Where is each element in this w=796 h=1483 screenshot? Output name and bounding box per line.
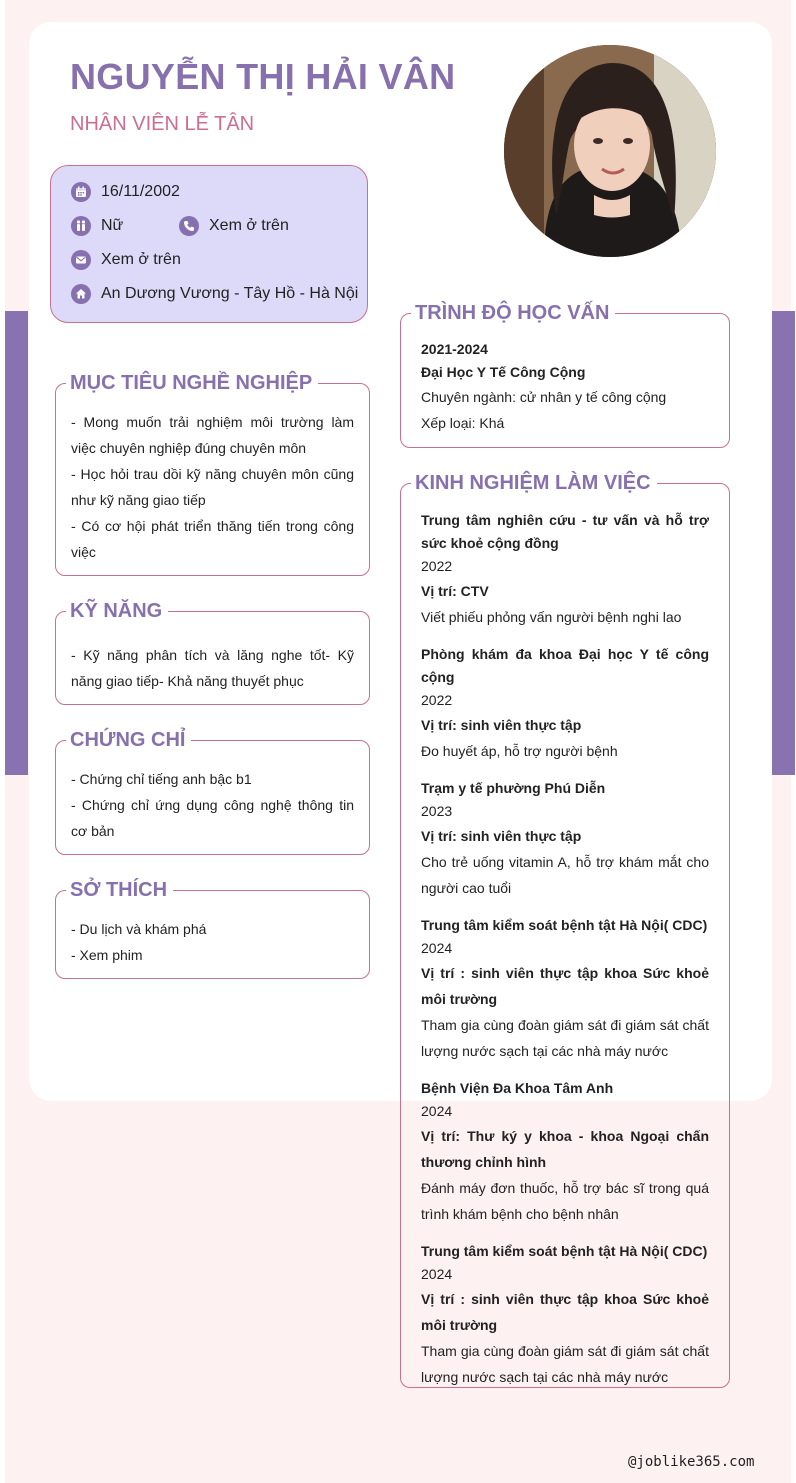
certificate-line: - Chứng chỉ ứng dụng công nghệ thông tin cơ bản bbox=[71, 797, 354, 839]
phone-value: Xem ở trên bbox=[209, 217, 289, 234]
birthdate-row bbox=[71, 182, 180, 202]
experience-title: KINH NGHIỆM LÀM VIỆC bbox=[411, 470, 657, 496]
skills-body: - Kỹ năng phân tích và lăng nghe tốt- Kỹ năng giao tiếp- Khả năng thuyết phục bbox=[71, 647, 354, 689]
email-row bbox=[71, 250, 181, 270]
experience-desc: Viết phiếu phỏng vấn người bệnh nghi lao bbox=[421, 609, 682, 625]
experience-item bbox=[421, 643, 709, 764]
experience-year: 2022 bbox=[421, 692, 453, 708]
education-years: 2021-2024 bbox=[421, 341, 488, 357]
gender-value: Nữ bbox=[101, 217, 124, 234]
address-row bbox=[71, 284, 358, 304]
experience-desc: Cho trẻ uống vitamin A, hỗ trợ khám mắt cho người cao tuổi bbox=[421, 854, 709, 896]
hobbies-body bbox=[71, 916, 354, 968]
experience-item bbox=[421, 1240, 709, 1390]
footer-watermark: @joblike365.com bbox=[628, 1454, 755, 1470]
experience-desc: Đo huyết áp, hỗ trợ người bệnh bbox=[421, 743, 618, 759]
experience-item bbox=[421, 914, 709, 1064]
education-section bbox=[400, 302, 730, 448]
candidate-name: NGUYỄN THỊ HẢI VÂN bbox=[70, 56, 456, 97]
left-accent-stripe bbox=[5, 311, 28, 775]
education-school: Đại Học Y Tế Công Cộng bbox=[421, 364, 586, 380]
career-goal-line: - Mong muốn trải nghiệm môi trường làm việc chuyên nghiệp đúng chuyên môn bbox=[71, 414, 354, 456]
career-goal-line: - Học hỏi trau dồi kỹ năng chuyên môn cũng như kỹ năng giao tiếp bbox=[71, 466, 354, 508]
contact-info-box bbox=[50, 165, 368, 323]
email-icon bbox=[71, 250, 91, 270]
experience-body bbox=[421, 509, 709, 1403]
experience-position: Vị trí: sinh viên thực tập bbox=[421, 717, 582, 733]
certificates-section bbox=[55, 729, 370, 855]
hobby-line: - Xem phim bbox=[71, 947, 143, 963]
certificate-line: - Chứng chỉ tiếng anh bậc b1 bbox=[71, 771, 252, 787]
skills-section bbox=[55, 600, 370, 705]
phone-row bbox=[179, 216, 289, 236]
experience-desc: Tham gia cùng đoàn giám sát đi giám sát chất lượng nước sạch tại các nhà máy nước bbox=[421, 1343, 709, 1385]
experience-desc: Tham gia cùng đoàn giám sát đi giám sát chất lượng nước sạch tại các nhà máy nước bbox=[421, 1017, 709, 1059]
skills-title: KỸ NĂNG bbox=[66, 598, 168, 624]
experience-year: 2024 bbox=[421, 940, 453, 956]
experience-item bbox=[421, 777, 709, 901]
education-major: Chuyên ngành: cử nhân y tế công cộng bbox=[421, 389, 667, 405]
experience-position: Vị trí : sinh viên thực tập khoa Sức khoẻ môi trường bbox=[421, 1291, 709, 1333]
phone-icon bbox=[179, 216, 199, 236]
career-goal-title: MỤC TIÊU NGHỀ NGHIỆP bbox=[66, 370, 318, 396]
experience-item bbox=[421, 509, 709, 630]
avatar bbox=[504, 45, 716, 257]
experience-org: Trung tâm kiểm soát bệnh tật Hà Nội( CDC) bbox=[421, 917, 708, 933]
experience-position: Vị trí: sinh viên thực tập bbox=[421, 828, 582, 844]
hobbies-section bbox=[55, 879, 370, 979]
hobby-line: - Du lịch và khám phá bbox=[71, 921, 207, 937]
education-body bbox=[421, 338, 709, 436]
experience-section bbox=[400, 472, 730, 1388]
experience-year: 2023 bbox=[421, 803, 453, 819]
address-value: An Dương Vương - Tây Hồ - Hà Nội bbox=[101, 285, 359, 302]
hobbies-title: SỞ THÍCH bbox=[66, 877, 173, 903]
experience-year: 2024 bbox=[421, 1103, 453, 1119]
experience-org: Trung tâm kiểm soát bệnh tật Hà Nội( CDC) bbox=[421, 1243, 708, 1259]
right-accent-stripe bbox=[772, 311, 795, 775]
education-title: TRÌNH ĐỘ HỌC VẤN bbox=[411, 300, 615, 326]
experience-position: Vị trí: Thư ký y khoa - khoa Ngoại chấn thương chỉnh hình bbox=[421, 1128, 709, 1170]
birthdate-value: 16/11/2002 bbox=[101, 183, 180, 200]
career-goal-section bbox=[55, 372, 370, 576]
career-goal-line: - Có cơ hội phát triển thăng tiến trong công việc bbox=[71, 518, 354, 560]
gender-icon bbox=[71, 216, 91, 236]
calendar-icon bbox=[71, 182, 91, 202]
experience-item bbox=[421, 1077, 709, 1227]
experience-org: Trạm y tế phường Phú Diễn bbox=[421, 780, 606, 796]
experience-position: Vị trí : sinh viên thực tập khoa Sức khoẻ môi trường bbox=[421, 965, 709, 1007]
experience-org: Bệnh Viện Đa Khoa Tâm Anh bbox=[421, 1080, 614, 1096]
gender-row bbox=[71, 216, 123, 236]
certificates-title: CHỨNG CHỈ bbox=[66, 727, 191, 753]
experience-year: 2024 bbox=[421, 1266, 453, 1282]
experience-desc: Đánh máy đơn thuốc, hỗ trợ bác sĩ trong quá trình khám bệnh cho bệnh nhân bbox=[421, 1180, 709, 1222]
career-goal-body bbox=[71, 409, 354, 565]
experience-position: Vị trí: CTV bbox=[421, 583, 489, 599]
email-value: Xem ở trên bbox=[101, 251, 181, 268]
experience-org: Phòng khám đa khoa Đại học Y tế công cộng bbox=[421, 646, 709, 685]
job-title: NHÂN VIÊN LỄ TÂN bbox=[70, 113, 255, 135]
experience-org: Trung tâm nghiên cứu - tư vấn và hỗ trợ sức khoẻ cộng đồng bbox=[421, 512, 709, 551]
home-icon bbox=[71, 284, 91, 304]
experience-year: 2022 bbox=[421, 558, 453, 574]
education-grade: Xếp loại: Khá bbox=[421, 415, 505, 431]
certificates-body bbox=[71, 766, 354, 844]
